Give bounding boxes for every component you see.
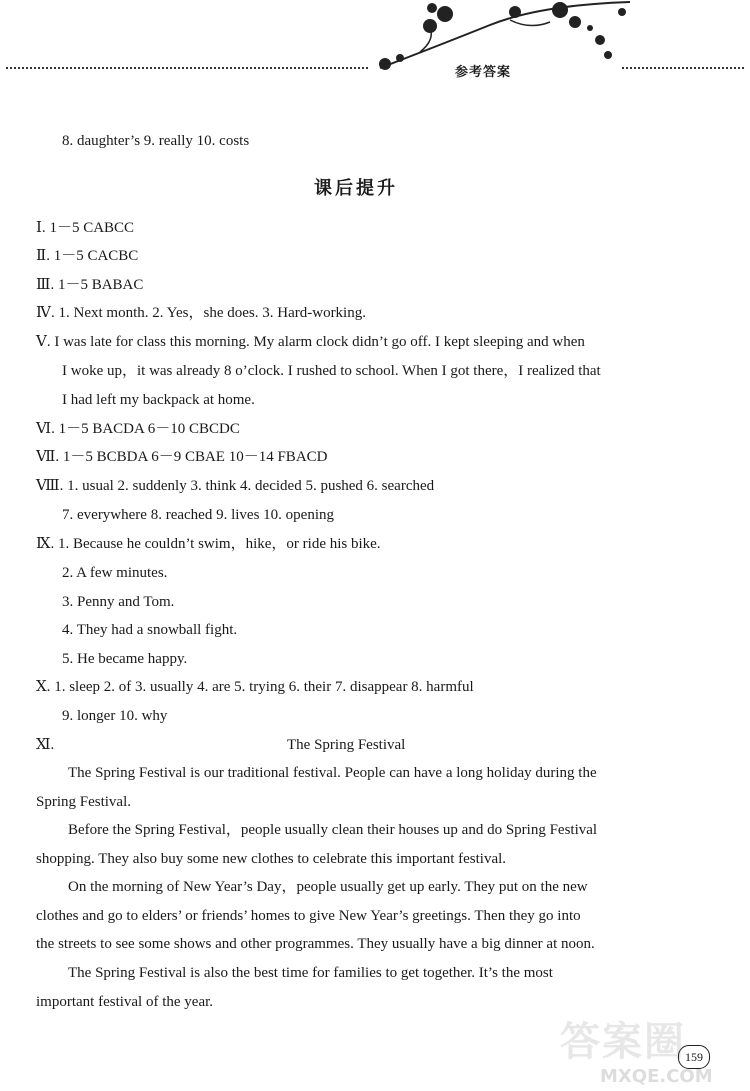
answer-line (36, 275, 143, 295)
roman-numeral: Ⅷ. (36, 478, 64, 494)
essay-line: Spring Festival. (36, 794, 132, 810)
answer-line (36, 735, 54, 755)
essay-line: clothes and go to elders’ or friends’ homes to give New Year’s greetings. Then they go into (36, 908, 581, 924)
essay-line: shopping. They also buy some new clothes to celebrate this important festival. (36, 851, 507, 867)
essay-line: the streets to see some shows and other programmes. They usually have a big dinner at noon. (36, 936, 595, 952)
answer-text: 3. Penny and Tom. (62, 594, 175, 610)
essay-line: On the morning of New Year’s Day，people usually get up early. They put on the new (68, 879, 588, 895)
answer-line (62, 592, 174, 612)
header-dotted-rule-right (622, 67, 744, 69)
roman-numeral: Ⅸ. (36, 536, 55, 552)
answer-line (62, 390, 255, 410)
roman-numeral: Ⅺ. (36, 737, 55, 753)
watermark-url: MXQE.COM (600, 1066, 713, 1087)
essay-line: The Spring Festival is our traditional festival. People can have a long holiday during the (68, 765, 597, 781)
roman-numeral: Ⅴ. (36, 334, 51, 350)
header-dotted-rule-left (6, 67, 368, 69)
header-title: 参考答案 (455, 65, 512, 80)
answer-line (62, 706, 167, 726)
roman-numeral: Ⅵ. (36, 421, 55, 437)
answer-line (36, 419, 240, 439)
answer-line (36, 332, 585, 352)
answer-line (62, 563, 167, 583)
essay-line: Before the Spring Festival，people usually clean their houses up and do Spring Festival (68, 822, 598, 838)
answer-text: 1. Because he couldn’t swim，hike，or ride his bike. (57, 536, 381, 552)
answer-text: 1－5 BABAC (57, 277, 144, 293)
answer-text: 1－5 BCBDA 6－9 CBAE 10－14 FBACD (62, 449, 328, 465)
roman-numeral: Ⅳ. (36, 305, 55, 321)
answer-line (36, 476, 434, 496)
answer-line (36, 677, 474, 697)
top-answer-line: 8. daughter’s 9. really 10. costs (62, 133, 250, 149)
answer-line (36, 534, 381, 554)
answer-text: 1. sleep 2. of 3. usually 4. are 5. trying 6. their 7. disappear 8. harmful (54, 679, 474, 695)
answer-text: 1－5 CACBC (53, 248, 139, 264)
answer-text: 1－5 BACDA 6－10 CBCDC (58, 421, 240, 437)
answer-line (36, 218, 134, 238)
answer-text: I had left my backpack at home. (62, 392, 255, 408)
answer-line (62, 649, 187, 669)
answer-text: 1－5 CABCC (49, 220, 135, 236)
answer-line (36, 246, 138, 266)
answer-line (36, 303, 366, 323)
answer-text: 5. He became happy. (62, 651, 188, 667)
answer-text: I was late for class this morning. My alarm clock didn’t go off. I kept sleeping and when (54, 334, 585, 350)
answer-text: 4. They had a snowball fight. (62, 622, 238, 638)
answer-text: 1. usual 2. suddenly 3. think 4. decided 5. pushed 6. searched (67, 478, 435, 494)
answer-line (36, 447, 327, 467)
roman-numeral: Ⅲ. (36, 277, 55, 293)
essay-line: The Spring Festival is also the best time for families to get together. It’s the most (68, 965, 553, 981)
answer-text: 7. everywhere 8. reached 9. lives 10. opening (62, 507, 334, 523)
answer-text: I woke up，it was already 8 o’clock. I rushed to school. When I got there，I realized that (62, 363, 601, 379)
section-title: 课后提升 (314, 178, 398, 199)
essay-title: The Spring Festival (287, 737, 406, 753)
watermark: 答案圈 (560, 1019, 686, 1065)
roman-numeral: Ⅶ. (36, 449, 60, 465)
answer-line (62, 505, 334, 525)
page-number: 159 (678, 1045, 710, 1069)
roman-numeral: Ⅰ. (36, 220, 46, 236)
answer-text: 1. Next month. 2. Yes，she does. 3. Hard-working. (58, 305, 366, 321)
answer-line (62, 361, 601, 381)
roman-numeral: Ⅱ. (36, 248, 50, 264)
essay-line: important festival of the year. (36, 994, 214, 1010)
answer-line (62, 620, 237, 640)
answer-text: 9. longer 10. why (62, 708, 168, 724)
page-header (0, 0, 750, 90)
answer-text: 2. A few minutes. (62, 565, 168, 581)
roman-numeral: Ⅹ. (36, 679, 51, 695)
